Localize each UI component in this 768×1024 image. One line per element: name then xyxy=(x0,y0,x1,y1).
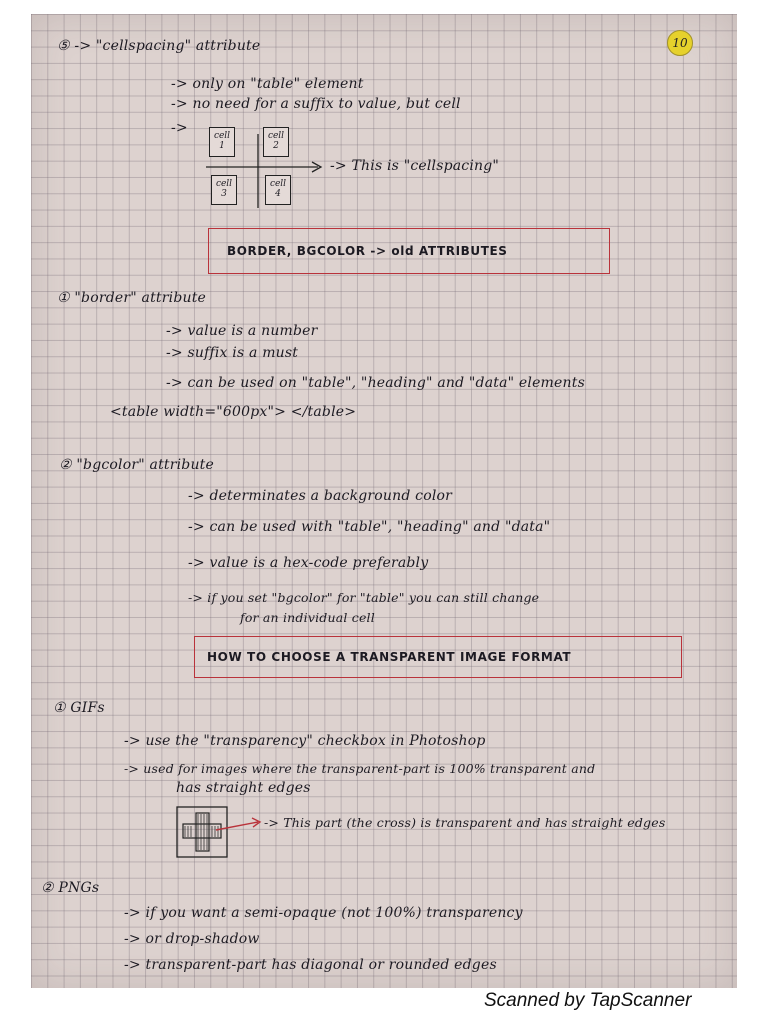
note-line: -> suffix is a must xyxy=(166,345,299,361)
note-line: -> transparent-part has diagonal or rounded edges xyxy=(124,957,497,973)
note-line-cellspacing-arrow-label: -> This is "cellspacing" xyxy=(330,158,500,174)
note-line: -> used for images where the transparent-part is 100% transparent and xyxy=(124,761,596,776)
note-line: -> value is a hex-code preferably xyxy=(188,555,429,571)
note-line-bgcolor-heading: ② "bgcolor" attribute xyxy=(59,457,214,473)
note-line: has straight edges xyxy=(176,780,311,796)
cross-image-sketch xyxy=(174,804,266,860)
cell-diagram-cell: cell 1 xyxy=(209,127,235,157)
cell-diagram-cell: cell 3 xyxy=(211,175,237,205)
cellspacing-cross-lines xyxy=(200,120,330,215)
note-line-cross-caption: -> This part (the cross) is transparent and has straight edges xyxy=(264,815,666,830)
note-line: -> xyxy=(171,120,188,136)
note-line-code-sample: <table width="600px"> </table> xyxy=(110,404,357,420)
page-number-badge: 10 xyxy=(667,30,693,56)
old-attributes-box xyxy=(208,228,610,274)
note-line: -> if you set "bgcolor" for "table" you can still change xyxy=(188,590,540,605)
scanner-watermark: Scanned by TapScanner xyxy=(484,990,692,1011)
note-line-cellspacing-heading: ⑤ -> "cellspacing" attribute xyxy=(57,38,261,54)
note-line: -> value is a number xyxy=(166,323,318,339)
transparent-format-box-text: HOW TO CHOOSE A TRANSPARENT IMAGE FORMAT xyxy=(207,650,572,664)
note-line-pngs-heading: ② PNGs xyxy=(41,880,100,896)
note-line: for an individual cell xyxy=(240,610,375,625)
note-line-border-heading: ① "border" attribute xyxy=(57,290,207,306)
cell-diagram-cell: cell 2 xyxy=(263,127,289,157)
note-line-gifs-heading: ① GIFs xyxy=(53,700,105,716)
note-line: -> only on "table" element xyxy=(171,76,364,92)
note-line: -> determinates a background color xyxy=(188,488,453,504)
cell-diagram-cell: cell 4 xyxy=(265,175,291,205)
note-line: -> if you want a semi-opaque (not 100%) transparency xyxy=(124,905,523,921)
note-line: -> can be used with "table", "heading" and "data" xyxy=(188,519,551,535)
note-line: -> use the "transparency" checkbox in Photoshop xyxy=(124,733,486,749)
note-line: -> no need for a suffix to value, but cell xyxy=(171,96,461,112)
transparent-format-box xyxy=(194,636,682,678)
old-attributes-box-text: BORDER, BGCOLOR -> old ATTRIBUTES xyxy=(227,244,508,258)
note-line: -> can be used on "table", "heading" and "data" elements xyxy=(166,375,585,391)
note-line: -> or drop-shadow xyxy=(124,931,260,947)
